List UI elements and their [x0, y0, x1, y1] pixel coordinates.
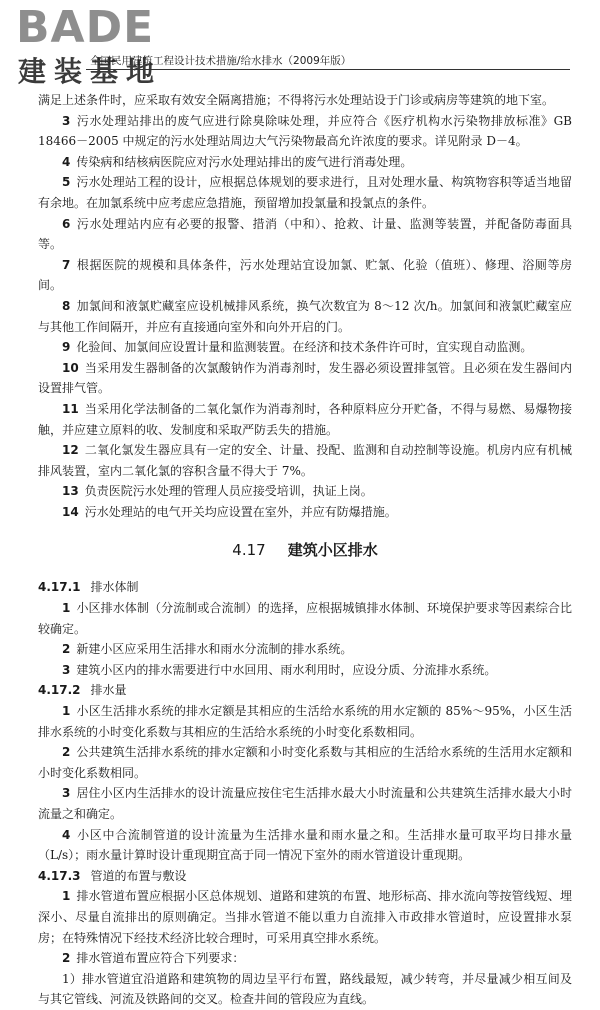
- clause-text: 排水管道布置应根据小区总体规划、道路和建筑的布置、地形标高、排水流向等按管线短、埋深小、尽量自流排出的原则确定。当排水管道不能以重力自流排入市政排水管道时，应设置排水泵房；在特殊情况下经技术经济比较合理时，可采用真空排水系统。: [38, 889, 572, 945]
- section-heading: [38, 539, 572, 561]
- clause: [38, 152, 572, 173]
- clause-text: 污水处理站排出的废气应进行除臭除味处理，并应符合《医疗机构水污染物排放标准》GB 18466－2005 中规定的污水处理站周边大气污染物最高允许浓度的要求。详见附录 D－4。: [38, 113, 572, 149]
- clause: [38, 660, 572, 681]
- clause: [38, 255, 572, 296]
- clause-number: 1: [62, 889, 71, 904]
- subsection-title: 排水量: [90, 683, 127, 698]
- clause-text: 公共建筑生活排水系统的排水定额和小时变化系数与其相应的生活给水系统的生活用水定额和小时变化系数相同。: [38, 745, 572, 780]
- clause-number: 12: [62, 443, 79, 458]
- clause-number: 2: [62, 642, 71, 657]
- clause: [38, 639, 572, 660]
- running-header: 全国民用建筑工程设计技术措施/给水排水（2009年版）: [90, 55, 352, 67]
- clause-number: 1: [62, 601, 71, 616]
- clause-number: 3: [62, 662, 71, 677]
- subsection-title: 管道的布置与敷设: [90, 868, 187, 883]
- clause-text: 污水处理站的电气开关均应设置在室外，并应有防爆措施。: [84, 504, 397, 519]
- clause-text: 满足上述条件时，应采取有效安全隔离措施；不得将污水处理站设于门诊或病房等建筑的地下室。: [38, 93, 555, 107]
- clause-number: 6: [62, 216, 71, 231]
- clause-number: 4: [62, 827, 71, 842]
- clause-text: 根据医院的规模和具体条件，污水处理站宜设加氯、贮氯、化验（值班）、修理、浴厕等房间。: [38, 257, 572, 293]
- clause-number: 3: [62, 113, 71, 128]
- clause-number: 11: [62, 401, 79, 416]
- clause-text: 传染病和结核病医院应对污水处理站排出的废气进行消毒处理。: [76, 154, 413, 169]
- clause-number: 13: [62, 484, 79, 499]
- section-number: 4.17: [232, 541, 266, 560]
- clause-number: 9: [62, 340, 71, 355]
- clause: [38, 90, 572, 111]
- clause: [38, 825, 572, 866]
- clause: [38, 886, 572, 948]
- clause-number: 2: [62, 745, 71, 760]
- clause-text: 排水管道布置应符合下列要求：: [76, 951, 245, 966]
- logo-chinese-text: 建装基地: [18, 55, 163, 88]
- clause-text: 二氧化氯发生器应具有一定的安全、计量、投配、监测和自动控制等设施。机房内应有机械排风装置，室内二氧化氯的容积含量不得大于 7%。: [38, 443, 572, 478]
- subsection-heading-4-17-2: [38, 680, 572, 701]
- clause-text: 新建小区应采用生活排水和雨水分流制的排水系统。: [76, 642, 353, 657]
- clause: [38, 337, 572, 358]
- clause: [38, 296, 572, 337]
- clause-text: 小区排水体制（分流制或合流制）的选择，应根据城镇排水体制、环境保护要求等因素综合比较确定。: [38, 601, 572, 636]
- clause-list-4-17-2: [38, 701, 572, 866]
- clause-text: 居住小区内生活排水的设计流量应按住宅生活排水最大小时流量和公共建筑生活排水最大小时流量之和确定。: [38, 786, 572, 821]
- sub-clause-text: 排水管道宜沿道路和建筑物的周边呈平行布置，路线最短，减少转弯，并尽量减少相互间及与其它管线、河流及铁路间的交叉。检查井间的管段应为直线。: [38, 971, 572, 1007]
- clause-text: 建筑小区内的排水需要进行中水回用、雨水利用时，应设分质、分流排水系统。: [76, 662, 497, 677]
- clause: [38, 502, 572, 523]
- sub-clause: [38, 969, 572, 1010]
- clause-text: 小区生活排水系统的排水定额是其相应的生活给水系统的用水定额的 85%～95%，小区生活排水系统的小时变化系数与其相应的生活给水系统的小时变化系数相同。: [38, 704, 572, 739]
- subsection-number: 4.17.1: [38, 580, 81, 595]
- clause-number: 5: [62, 175, 71, 190]
- clause-text: 化验间、加氯间应设置计量和监测装置。在经济和技术条件许可时，宜实现自动监测。: [76, 340, 533, 355]
- subsection-title: 排水体制: [90, 580, 139, 595]
- clause-list-4-17-3: [38, 886, 572, 968]
- clause-text: 小区中合流制管道的设计流量为生活排水量和雨水量之和。生活排水量可取平均日排水量（L/s）；雨水量计算时设计重现期宜高于同一情况下室外的雨水管道设计重现期。: [38, 827, 572, 863]
- clause: [38, 783, 572, 824]
- subsection-heading-4-17-1: [38, 577, 572, 598]
- clause-list-4-17-1: [38, 598, 572, 680]
- clause-number: 10: [62, 360, 79, 375]
- clause: [38, 111, 572, 152]
- clause: [38, 214, 572, 255]
- clause-list-top: [38, 90, 572, 522]
- sub-clause-number: 1）: [62, 971, 83, 986]
- page-body: [38, 90, 572, 1010]
- clause-text: 负责医院污水处理的管理人员应接受培训，执证上岗。: [84, 484, 373, 499]
- clause: [38, 481, 572, 502]
- clause-number: 3: [62, 786, 71, 801]
- subsection-heading-4-17-3: [38, 866, 572, 887]
- logo-latin-text: BADE: [16, 2, 155, 53]
- clause: [38, 742, 572, 783]
- clause: [38, 399, 572, 440]
- clause-number: 2: [62, 951, 71, 966]
- clause-number: 8: [62, 298, 71, 313]
- clause-number: 14: [62, 504, 79, 519]
- subsection-number: 4.17.3: [38, 868, 81, 883]
- clause-text: 加氯间和液氯贮藏室应设机械排风系统，换气次数宜为 8～12 次/h。加氯间和液氯贮藏室应与其他工作间隔开，并应有直接通向室外和向外开启的门。: [38, 298, 572, 334]
- clause: [38, 358, 572, 399]
- header-divider: [86, 69, 570, 70]
- clause: [38, 598, 572, 639]
- clause: [38, 440, 572, 481]
- subsection-number: 4.17.2: [38, 683, 81, 698]
- clause-text: 当采用化学法制备的二氧化氯作为消毒剂时，各种原料应分开贮备，不得与易燃、易爆物接触，并应建立原料的收、发制度和采取严防丢失的措施。: [38, 401, 572, 437]
- clause: [38, 172, 572, 213]
- clause-number: 1: [62, 704, 71, 719]
- clause-text: 污水处理站工程的设计，应根据总体规划的要求进行，且对处理水量、构筑物容积等适当地留有余地。在加氯系统中应考虑应急措施，预留增加投氯量和投氯点的条件。: [38, 175, 572, 210]
- clause-number: 7: [62, 257, 71, 272]
- watermark-logo: [16, 4, 176, 100]
- clause-text: 污水处理站内应有必要的报警、措消（中和）、抢救、计量、监测等装置，并配备防毒面具等。: [38, 216, 572, 252]
- clause-number: 4: [62, 154, 71, 169]
- clause: [38, 701, 572, 742]
- section-title: 建筑小区排水: [287, 541, 378, 560]
- clause-text: 当采用发生器制备的次氯酸钠作为消毒剂时，发生器必须设置排氢管。且必须在发生器间内设置排气管。: [38, 360, 572, 396]
- clause: [38, 948, 572, 969]
